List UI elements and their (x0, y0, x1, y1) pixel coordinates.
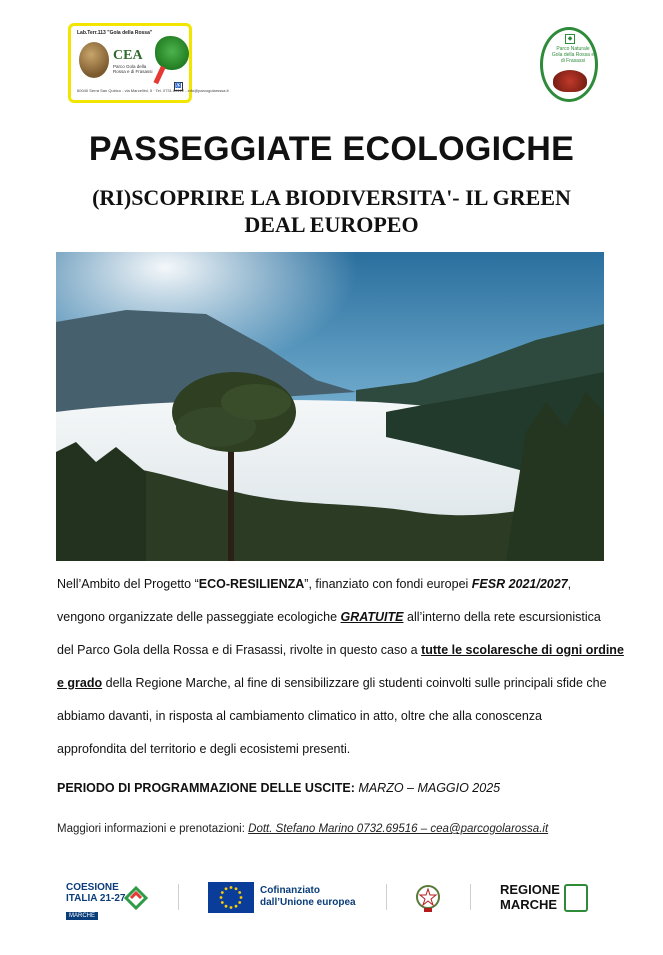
coesione-arrow-icon (124, 886, 148, 910)
eu-flag-icon (208, 882, 254, 913)
page-subtitle: (RI)SCOPRIRE LA BIODIVERSITA'- IL GREEN DEAL EUROPEO (92, 185, 571, 237)
eu-text (260, 885, 356, 909)
text-run: della Regione Marche, al fine di sensibilizzare gli studenti coinvolti sulle principali sfide che (102, 676, 607, 690)
paragraph-line (57, 601, 612, 634)
description-paragraph (57, 568, 624, 766)
footer-logos (0, 870, 663, 930)
landscape-photo (56, 252, 604, 561)
owl-icon (79, 42, 109, 78)
text-run: , (567, 577, 572, 591)
cea-lab-text: Lab.Terr.113 "Gola della Rossa" (77, 30, 153, 36)
italian-emblem-icon (414, 882, 442, 914)
footer-divider (178, 884, 179, 910)
regione-line: REGIONE (500, 882, 560, 897)
period-label: PERIODO DI PROGRAMMAZIONE DELLE USCITE: (57, 781, 355, 795)
regione-text (500, 882, 560, 912)
boar-icon (553, 70, 587, 92)
text-run: Nell’Ambito del Progetto “ (57, 577, 199, 591)
cea-subtitle: Parco Gola della Rossa e di Frasassi (113, 64, 153, 74)
paragraph-line: abbiamo davanti, in risposta al cambiamento climatico in atto, oltre che alla conoscenza (57, 709, 542, 723)
marche-emblem-icon (564, 884, 588, 912)
audience-highlight: tutte le scolaresche di ogni ordine (421, 643, 624, 657)
period-value: MARZO – MAGGIO 2025 (354, 781, 501, 795)
schedule-period (57, 781, 500, 795)
free-label: GRATUITE (340, 610, 404, 624)
accessibility-icon: ♿ (175, 83, 182, 89)
text-run: ”, finanziato con fondi europei (304, 577, 472, 591)
paragraph-line: approfondita del territorio e degli ecosistemi presenti. (57, 742, 351, 756)
regione-line: MARCHE (500, 897, 558, 912)
coesione-region: MARCHE (66, 912, 98, 920)
text-run: vengono organizzate delle passeggiate ecologiche (57, 610, 341, 624)
page-title: PASSEGGIATE ECOLOGICHE (88, 130, 575, 168)
contact-link[interactable]: Dott. Stefano Marino 0732.69516 – cea@parcogolarossa.it (248, 823, 549, 835)
footer-divider (386, 884, 387, 910)
coesione-italia-logo (66, 882, 156, 919)
eu-line: Cofinanziato (260, 885, 320, 896)
contact-info (57, 823, 548, 835)
eu-line: dall’Unione europea (260, 897, 356, 908)
eu-cofunded-logo (208, 882, 368, 914)
park-logo (540, 27, 598, 102)
paragraph-line (57, 634, 624, 667)
cea-logo (68, 23, 229, 103)
regione-marche-logo (500, 880, 592, 916)
shield-icon: ◆ (565, 34, 575, 44)
text-run: del Parco Gola della Rossa e di Frasassi, rivolte in questo caso a (57, 643, 422, 657)
text-run: all’interno della rete escursionistica (403, 610, 601, 624)
project-name: ECO-RESILIENZA (198, 577, 305, 591)
paragraph-line (57, 568, 612, 601)
fund-name: FESR 2021/2027 (471, 577, 568, 591)
coesione-subtext: ITALIA 21-27 (66, 893, 126, 904)
paragraph-line (57, 667, 612, 700)
info-label: Maggiori informazioni e prenotazioni: (57, 823, 249, 835)
footer-divider (470, 884, 471, 910)
cea-address: 60040 Serra San Quirico - via Marcellini, 5 · Tel. 0731.86122 - info@parcogolarossa.it (77, 88, 229, 93)
cea-name: CEA (113, 48, 143, 63)
audience-highlight: e grado (57, 676, 103, 690)
park-logo-text: Parco Naturale Gola della Rossa e di Frasassi (551, 46, 595, 64)
coesione-text: COESIONE (66, 882, 119, 893)
